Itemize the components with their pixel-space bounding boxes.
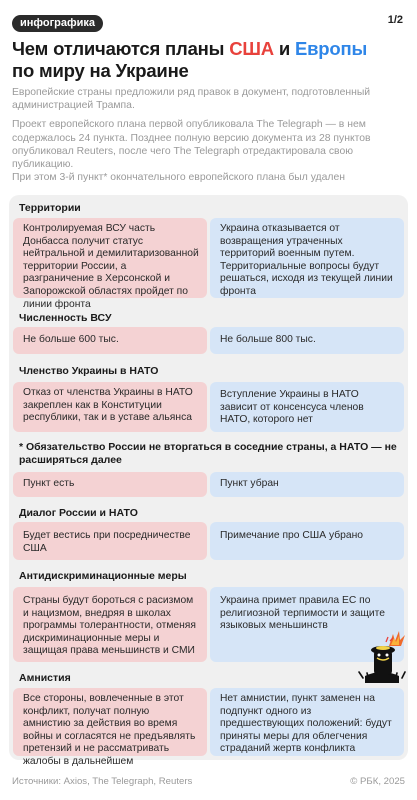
section-title-territories: Территории bbox=[19, 202, 81, 214]
title-part-1: Чем отличаются планы bbox=[12, 38, 230, 59]
intro-paragraph-1: Европейские страны предложили ряд правок в документ, подготовленный администрацией Трампа. bbox=[12, 87, 371, 112]
europe-cell-russia-nato-dialogue: Примечание про США убрано bbox=[210, 522, 404, 560]
category-badge: инфографика bbox=[12, 15, 103, 32]
section-title-nato-membership: Членство Украины в НАТО bbox=[19, 365, 159, 377]
europe-cell-territories: Украина отказывается от возвращения утраченных территорий военным путем. Территориальные вопросы будут решаться, исходя из текущей линии фронта bbox=[210, 218, 404, 298]
sources: Источники: Axios, The Telegraph, Reuters bbox=[12, 776, 193, 787]
section-title-army-size: Численность ВСУ bbox=[19, 312, 112, 324]
title-part-2: и bbox=[273, 38, 295, 59]
section-title-anti-discrimination: Антидискриминационные меры bbox=[19, 570, 187, 582]
usa-cell-non-aggression: Пункт есть bbox=[13, 472, 207, 497]
europe-cell-amnesty: Нет амнистии, пункт заменен на подпункт одного из предшествующих положений: будут приняты меры для облегчения страданий жертв конфликта bbox=[210, 688, 404, 756]
usa-cell-amnesty: Все стороны, вовлеченные в этот конфликт, получат полную амнистию за действия во время войны и согласятся не предъявлять претензий и не рассматривать жалобы в дальнейшем bbox=[13, 688, 207, 756]
top-bar bbox=[12, 13, 403, 31]
usa-cell-nato-membership: Отказ от членства Украины в НАТО закреплен как в Конституции республики, так и в уставе альянса bbox=[13, 382, 207, 432]
intro-text bbox=[12, 86, 404, 184]
page-indicator: 1/2 bbox=[387, 14, 403, 26]
section-title-russia-nato-dialogue: Диалог России и НАТО bbox=[19, 507, 138, 519]
intro-paragraph-2: Проект европейского плана первой опубликовала The Telegraph — в нем содержалось 24 пункта. Позднее полную версию документа из 28 пунктов опубликовал Reuters, после чего The Telegraph отредактировала свою публикацию. bbox=[12, 119, 371, 171]
europe-cell-non-aggression: Пункт убран bbox=[210, 472, 404, 497]
section-title-amnesty: Амнистия bbox=[19, 672, 71, 684]
usa-cell-territories: Контролируемая ВСУ часть Донбасса получит статус нейтральной и демилитаризованной территории России, а разграничение в Херсонской и Запорожской областях пройдет по линии фронта bbox=[13, 218, 207, 298]
title-part-3: по миру на Украине bbox=[12, 60, 189, 81]
title-usa: США bbox=[229, 38, 274, 59]
intro-paragraph-3: При этом 3-й пункт* окончательного европейского плана был удален bbox=[12, 172, 345, 184]
copyright: © РБК, 2025 bbox=[350, 776, 405, 787]
usa-cell-russia-nato-dialogue: Будет вестись при посредничестве США bbox=[13, 522, 207, 560]
europe-cell-anti-discrimination: Украина примет правила ЕС по религиозной терпимости и защите языковых меньшинств bbox=[210, 587, 404, 662]
page-title bbox=[12, 38, 407, 82]
europe-cell-army-size: Не больше 800 тыс. bbox=[210, 327, 404, 354]
footer bbox=[12, 776, 405, 787]
usa-cell-anti-discrimination: Страны будут бороться с расизмом и нацизмом, внедряя в школах программы толерантности, отменяя дискриминационные меры и защищая права меньшинств и СМИ bbox=[13, 587, 207, 662]
europe-cell-nato-membership: Вступление Украины в НАТО зависит от консенсуса членов НАТО, которого нет bbox=[210, 382, 404, 432]
section-title-non-aggression: * Обязательство России не вторгаться в соседние страны, а НАТО — не расширяться далее bbox=[19, 441, 397, 466]
mascot-sticker-icon bbox=[355, 628, 409, 684]
title-europe: Европы bbox=[294, 38, 368, 59]
usa-cell-army-size: Не больше 600 тыс. bbox=[13, 327, 207, 354]
